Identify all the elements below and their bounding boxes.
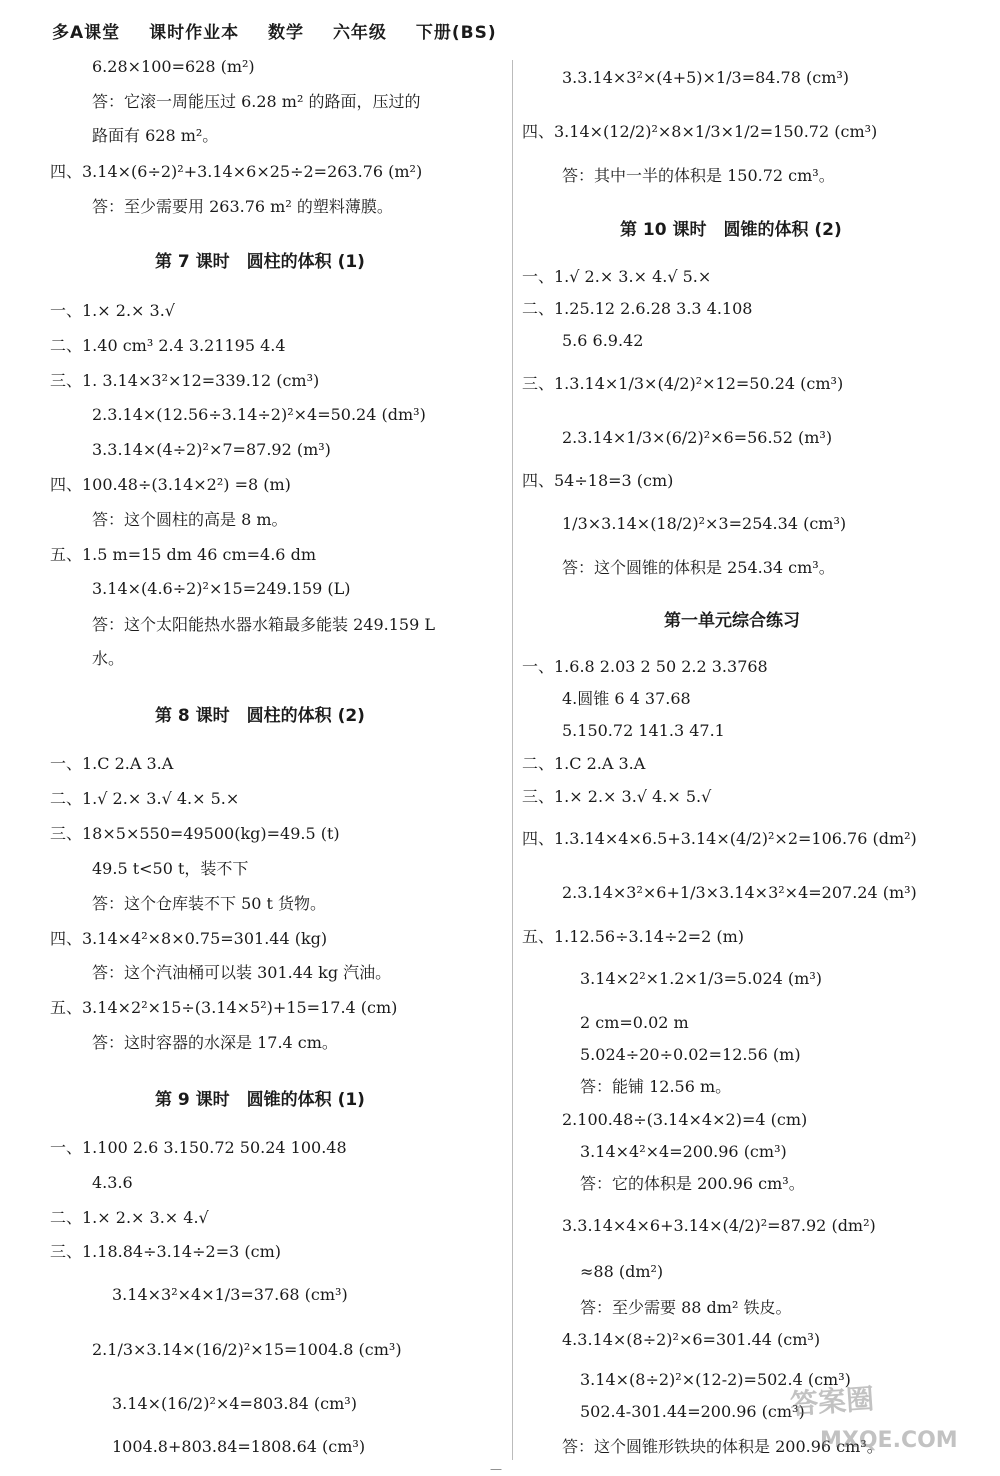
answer-line: 5.6 6.9.42 xyxy=(562,331,644,350)
answer-line: 5.024÷20÷0.02=12.56 (m) xyxy=(580,1045,801,1064)
answer-line: 四、3.14×4²×8×0.75=301.44 (kg) xyxy=(50,929,328,948)
answer-line: 4.3.6 xyxy=(92,1173,133,1192)
answer-line: 3.14×(16/2)²×4=803.84 (cm³) xyxy=(112,1394,357,1413)
answer-line: 五、1.5 m=15 dm 46 cm=4.6 dm xyxy=(50,545,316,564)
answer-line: 5.150.72 141.3 47.1 xyxy=(562,721,725,740)
section-heading: 第 9 课时 圆锥的体积 (1) xyxy=(155,1090,365,1110)
answer-line: 2.3.14×(12.56÷3.14÷2)²×4=50.24 (dm³) xyxy=(92,405,426,424)
answer-line: 3.14×2²×1.2×1/3=5.024 (m³) xyxy=(580,969,822,988)
answer-line: 6.28×100=628 (m²) xyxy=(92,57,255,76)
answer-line: 路面有 628 m²。 xyxy=(92,126,219,145)
answer-line: 二、1.C 2.A 3.A xyxy=(522,754,646,773)
answer-line: 3.3.14×(4÷2)²×7=87.92 (m³) xyxy=(92,440,331,459)
answer-line: 2 cm=0.02 m xyxy=(580,1013,689,1032)
answer-line: 2.3.14×1/3×(6/2)²×6=56.52 (m³) xyxy=(562,428,833,447)
page-number: — xyxy=(490,1462,502,1476)
header-subject: 数学 xyxy=(268,23,305,43)
answer-line: 3.3.14×3²×(4+5)×1/3=84.78 (cm³) xyxy=(562,68,850,87)
section-heading: 第一单元综合练习 xyxy=(664,611,800,631)
answer-line: 答：这个圆锥的体积是 254.34 cm³。 xyxy=(562,558,835,577)
answer-line: 2.3.14×3²×6+1/3×3.14×3²×4=207.24 (m³) xyxy=(562,883,917,902)
answer-line: 答：这个汽油桶可以装 301.44 kg 汽油。 xyxy=(92,963,392,982)
answer-line: 49.5 t<50 t，装不下 xyxy=(92,859,249,878)
header-volume: 下册(BS) xyxy=(415,23,497,43)
answer-line: 一、1.√ 2.× 3.× 4.√ 5.× xyxy=(522,267,712,286)
answer-line: 答：这时容器的水深是 17.4 cm。 xyxy=(92,1033,338,1052)
answer-line: 二、1.25.12 2.6.28 3.3 4.108 xyxy=(522,299,753,318)
answer-line: 答：它滚一周能压过 6.28 m² 的路面，压过的 xyxy=(92,92,421,111)
answer-line: 四、3.14×(6÷2)²+3.14×6×25÷2=263.76 (m²) xyxy=(50,162,423,181)
answer-line: 四、3.14×(12/2)²×8×1/3×1/2=150.72 (cm³) xyxy=(522,122,878,141)
answer-line: 1004.8+803.84=1808.64 (cm³) xyxy=(112,1437,366,1456)
answer-line: 答：这个仓库装不下 50 t 货物。 xyxy=(92,894,327,913)
answer-line: ≈88 (dm²) xyxy=(580,1262,664,1281)
watermark-logo: 答案圈 xyxy=(789,1382,876,1421)
header-brand: 多A课堂 xyxy=(52,23,121,43)
watermark-url: MXQE.COM xyxy=(820,1428,958,1453)
answer-line: 三、1.18.84÷3.14÷2=3 (cm) xyxy=(50,1242,281,1261)
answer-line: 三、18×5×550=49500(kg)=49.5 (t) xyxy=(50,824,340,843)
answer-line: 答：这个圆柱的高是 8 m。 xyxy=(92,510,288,529)
section-heading: 第 10 课时 圆锥的体积 (2) xyxy=(620,220,842,240)
answer-line: 3.3.14×4×6+3.14×(4/2)²=87.92 (dm²) xyxy=(562,1216,876,1235)
answer-line: 一、1.C 2.A 3.A xyxy=(50,754,174,773)
answer-line: 3.14×4²×4=200.96 (cm³) xyxy=(580,1142,787,1161)
answer-line: 三、1.× 2.× 3.√ 4.× 5.√ xyxy=(522,787,712,806)
answer-line: 五、3.14×2²×15÷(3.14×5²)+15=17.4 (cm) xyxy=(50,998,398,1017)
answer-line: 答：其中一半的体积是 150.72 cm³。 xyxy=(562,166,835,185)
answer-line: 3.14×(4.6÷2)²×15=249.159 (L) xyxy=(92,579,351,598)
column-divider xyxy=(512,60,513,1460)
answer-line: 二、1.40 cm³ 2.4 3.21195 4.4 xyxy=(50,336,286,355)
answer-line: 答：能铺 12.56 m。 xyxy=(580,1077,732,1096)
answer-line: 答：这个太阳能热水器水箱最多能装 249.159 L xyxy=(92,615,435,634)
answer-line: 答：它的体积是 200.96 cm³。 xyxy=(580,1174,805,1193)
section-heading: 第 7 课时 圆柱的体积 (1) xyxy=(155,252,365,272)
answer-line: 答：这个圆锥形铁块的体积是 200.96 cm³。 xyxy=(562,1437,883,1456)
answer-line: 502.4-301.44=200.96 (cm³) xyxy=(580,1402,805,1421)
answer-line: 水。 xyxy=(92,649,125,668)
section-heading: 第 8 课时 圆柱的体积 (2) xyxy=(155,706,365,726)
answer-line: 四、54÷18=3 (cm) xyxy=(522,471,674,490)
answer-line: 2.100.48÷(3.14×4×2)=4 (cm) xyxy=(562,1110,808,1129)
answer-line: 1/3×3.14×(18/2)²×3=254.34 (cm³) xyxy=(562,514,847,533)
answer-line: 一、1.100 2.6 3.150.72 50.24 100.48 xyxy=(50,1138,347,1157)
answer-line: 四、1.3.14×4×6.5+3.14×(4/2)²×2=106.76 (dm²) xyxy=(522,829,917,848)
header-book: 课时作业本 xyxy=(149,23,240,43)
answer-line: 答：至少需要 88 dm² 铁皮。 xyxy=(580,1298,792,1317)
answer-line: 3.14×3²×4×1/3=37.68 (cm³) xyxy=(112,1285,348,1304)
answer-line: 4.圆锥 6 4 37.68 xyxy=(562,689,691,708)
answer-line: 一、1.× 2.× 3.√ xyxy=(50,301,175,320)
answer-line: 4.3.14×(8÷2)²×6=301.44 (cm³) xyxy=(562,1330,821,1349)
answer-line: 3.14×(8÷2)²×(12-2)=502.4 (cm³) xyxy=(580,1370,851,1389)
answer-line: 答：至少需要用 263.76 m² 的塑料薄膜。 xyxy=(92,197,393,216)
answer-line: 四、100.48÷(3.14×2²) =8 (m) xyxy=(50,475,291,494)
answer-line: 二、1.× 2.× 3.× 4.√ xyxy=(50,1208,209,1227)
answer-line: 二、1.√ 2.× 3.√ 4.× 5.× xyxy=(50,789,240,808)
header-grade: 六年级 xyxy=(332,23,387,43)
answer-line: 五、1.12.56÷3.14÷2=2 (m) xyxy=(522,927,745,946)
page-header xyxy=(52,18,519,43)
answer-line: 2.1/3×3.14×(16/2)²×15=1004.8 (cm³) xyxy=(92,1340,402,1359)
answer-line: 一、1.6.8 2.03 2 50 2.2 3.3768 xyxy=(522,657,768,676)
answer-line: 三、1. 3.14×3²×12=339.12 (cm³) xyxy=(50,371,320,390)
answer-line: 三、1.3.14×1/3×(4/2)²×12=50.24 (cm³) xyxy=(522,374,844,393)
